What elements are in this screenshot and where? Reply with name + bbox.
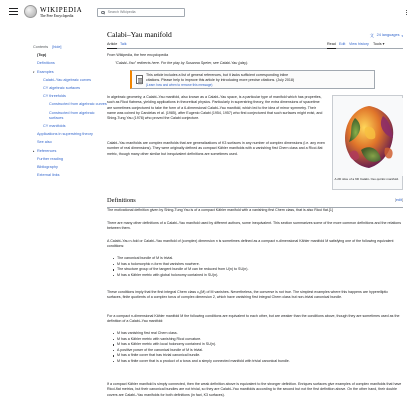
toc-item[interactable] [33, 86, 108, 91]
list-item: M has a Kähler metric with vanishing Ricci curvature. [113, 337, 403, 343]
toc-item-label: See also [37, 140, 52, 145]
wikipedia-wordmark[interactable]: WIKIPEDIA [40, 6, 83, 14]
page-title: Calabi–Yau manifold [107, 30, 172, 39]
toc-item[interactable] [33, 70, 108, 75]
tools-menu[interactable]: Tools ▾ [373, 42, 385, 46]
list-item: A positive power of the canonical bundle of M is trivial. [113, 348, 403, 354]
toc-item-label: (Top) [37, 53, 47, 58]
definitions-paragraph-2: There are many other definitions of a Calabi–Yau manifold used by different authors, some inequivalent. This section summarizes some of the more common definitions and the relations between them. [107, 221, 402, 231]
toc-item-label: Further reading [37, 156, 63, 161]
tools-label: Tools [373, 42, 382, 46]
issue-line-2: citations. Please help to improve this article by introducing more precise citations. (July 2018) [146, 78, 295, 83]
list-item: M has a holomorphic n-form that vanishes nowhere. [113, 262, 403, 268]
list-item: The canonical bundle of M is trivial. [113, 256, 403, 262]
list-item: M has vanishing first real Chern class. [113, 331, 403, 337]
chevron-right-icon[interactable]: ▸ [33, 148, 35, 153]
header-user-links [406, 10, 407, 15]
wikipedia-tagline: The Free Encyclopedia [40, 14, 74, 18]
toc-item-label: Definitions [37, 61, 55, 66]
toc-title: Contents [33, 45, 49, 49]
table-of-contents [33, 45, 108, 182]
tab-edit[interactable]: Edit [339, 42, 346, 46]
infobox-figure [332, 95, 403, 190]
intro-paragraph-1: In algebraic geometry, a Calabi–Yau manifold, also known as a Calabi–Yau space, is a particular type of manifold which has properties, such as Ricci flatness, yielding applications in theoretical physics. Particularly in superstring theory, the extra dimensions of spacetime are sometimes conjectured to take the form of a 6-dimensional Calabi–Yau manifold, which led to the idea of mirror symmetry. Their name was coined by Candelas et al. (1985), after Eugenio Calabi (1954, 1957) who first conjectured that such surfaces might exist, and Shing-Tung Yau (1978) who proved the Calabi conjecture. [107, 95, 323, 121]
toc-hide-button[interactable]: [hide] [52, 45, 62, 49]
toc-item[interactable] [33, 173, 108, 178]
calabi-yau-render [335, 98, 403, 176]
definitions-paragraph-6: If a compact Kähler manifold is simply connected, then the weak definition above is equivalent to the stronger definition. Enriques surfaces give examples of complex manifolds that have Ricci-flat metrics, but their canonical bundles are not trivial, so they are Calabi–Yau manifolds according to the second but not the first definition above. On the other hand, their double covers are Calabi–Yau manifolds for both definitions (in fact, K3 surfaces). [107, 382, 402, 397]
site-subtitle: From Wikipedia, the free encyclopedia [107, 53, 169, 57]
citation-issue-box [130, 70, 375, 89]
main-menu-icon[interactable] [9, 8, 18, 15]
toc-item-label: CY algebraic surfaces [43, 86, 81, 90]
list-item: M has a finite cover that is a product of a torus and a simply connected manifold with trivial canonical bundle. [113, 359, 403, 365]
conditions-list-2 [113, 331, 403, 364]
toc-item[interactable] [33, 124, 108, 129]
wikipedia-globe-logo[interactable] [24, 5, 37, 18]
toc-item[interactable] [33, 102, 108, 107]
definitions-edit-link[interactable]: [edit] [394, 198, 403, 202]
definitions-paragraph-3: A Calabi–Yau n-fold or Calabi–Yau manifold of (complex) dimension n is sometimes defined as a compact n-dimensional Kähler manifold M satisfying one of the following equivalent conditions: [107, 239, 394, 249]
definitions-edit-label: edit [395, 198, 402, 202]
toc-item[interactable] [33, 149, 108, 154]
list-item: M has a Kähler metric with local holonomy contained in SU(n). [113, 342, 403, 348]
toc-item-label: Calabi–Yau algebraic curves [43, 77, 92, 82]
toc-item[interactable] [33, 140, 108, 145]
search-input[interactable] [97, 8, 185, 17]
page-tabs [107, 42, 403, 49]
toc-item-label: Constructed from algebraic curves [49, 102, 107, 107]
intro-paragraph-2: Calabi–Yau manifolds are complex manifolds that are generalizations of K3 surfaces in any number of complex dimensions (i.e. any even number of real dimensions). They were originally defined as compact Kähler manifolds with a vanishing first Chern class and a Ricci-flat metric, though many other similar but inequivalent definitions are sometimes used. [107, 141, 325, 156]
toc-item[interactable] [33, 53, 108, 58]
toc-list [33, 53, 108, 178]
toc-item-label: External links [37, 173, 60, 178]
toc-item-label: Bibliography [37, 165, 58, 170]
tab-view-history[interactable]: View history [349, 42, 369, 46]
list-item: The structure group of the tangent bundle of M can be reduced from U(n) to SU(n). [113, 267, 403, 273]
definitions-paragraph-5: For a compact n-dimensional Kähler manifold M the following conditions are equivalent to each other, but are weaker than the conditions above, though they are sometimes used as the definition of a Calabi–Yau manifold: [107, 314, 400, 324]
toc-item-label: References [37, 148, 57, 153]
tab-read[interactable]: Read [327, 42, 336, 49]
toc-item[interactable] [33, 111, 108, 121]
toc-item[interactable] [33, 61, 108, 66]
toc-item[interactable] [33, 78, 108, 83]
toc-item[interactable] [33, 165, 108, 170]
tab-article[interactable]: Article [107, 42, 117, 49]
site-header [0, 0, 415, 26]
toc-item-label: Constructed from algebraic surfaces [49, 110, 95, 120]
toc-item[interactable] [33, 157, 108, 162]
calabi-yau-image[interactable] [335, 98, 403, 176]
tab-talk[interactable]: Talk [120, 42, 127, 46]
language-icon: 文 [369, 33, 375, 39]
issue-learn-link[interactable]: (Learn how and when to remove this message) [146, 83, 213, 88]
language-count: 24 languages [376, 33, 400, 37]
toc-item-label: Applications in superstring theory [37, 132, 93, 137]
list-item: M has a finite cover that has trivial canonical bundle. [113, 353, 403, 359]
chevron-down-icon[interactable]: ▾ [33, 69, 35, 74]
definitions-paragraph-4: These conditions imply that the first integral Chern class c₁(M) of M vanishes. Nevertheless, the converse is not true. The simplest examples where this happens are hyperelliptic surfaces, finite quotients of a complex torus of complex dimension 2, which have vanishing first integral Chern class but non-trivial canonical bundle. [107, 290, 388, 300]
toc-item-label: CY manifolds [43, 124, 66, 128]
issue-line-1: This article includes a list of general references, but it lacks sufficient corresponding inline [146, 73, 289, 77]
chevron-down-icon: ▾ [401, 33, 403, 38]
toc-header [33, 45, 108, 50]
search-icon [101, 11, 105, 15]
document-icon [136, 75, 143, 84]
toc-item-label: CY threefolds [43, 94, 66, 99]
list-item: M has a Kähler metric with global holonomy contained in SU(n). [113, 273, 403, 279]
toc-item-label: Examples [37, 69, 54, 74]
language-button[interactable] [370, 33, 403, 38]
infobox-caption: A 2D slice of a 6D Calabi–Yau quintic manifold. [334, 176, 399, 181]
more-options-icon[interactable] [406, 10, 407, 15]
definitions-heading-text: Definitions [107, 197, 136, 204]
search-placeholder: Search Wikipedia [107, 10, 136, 15]
toc-item[interactable] [33, 132, 108, 137]
conditions-list-1 [113, 256, 403, 278]
toc-item[interactable] [33, 94, 108, 99]
definitions-paragraph-1: The motivational definition given by Shing-Tung Yau is of a compact Kähler manifold with a vanishing first Chern class, that is also Ricci flat.[1] [107, 208, 333, 212]
hatnote: "Calabi–Yau" redirects here. For the play by Susanna Speier, see Calabi-Yau (play). [115, 61, 249, 65]
definitions-heading [107, 197, 403, 208]
